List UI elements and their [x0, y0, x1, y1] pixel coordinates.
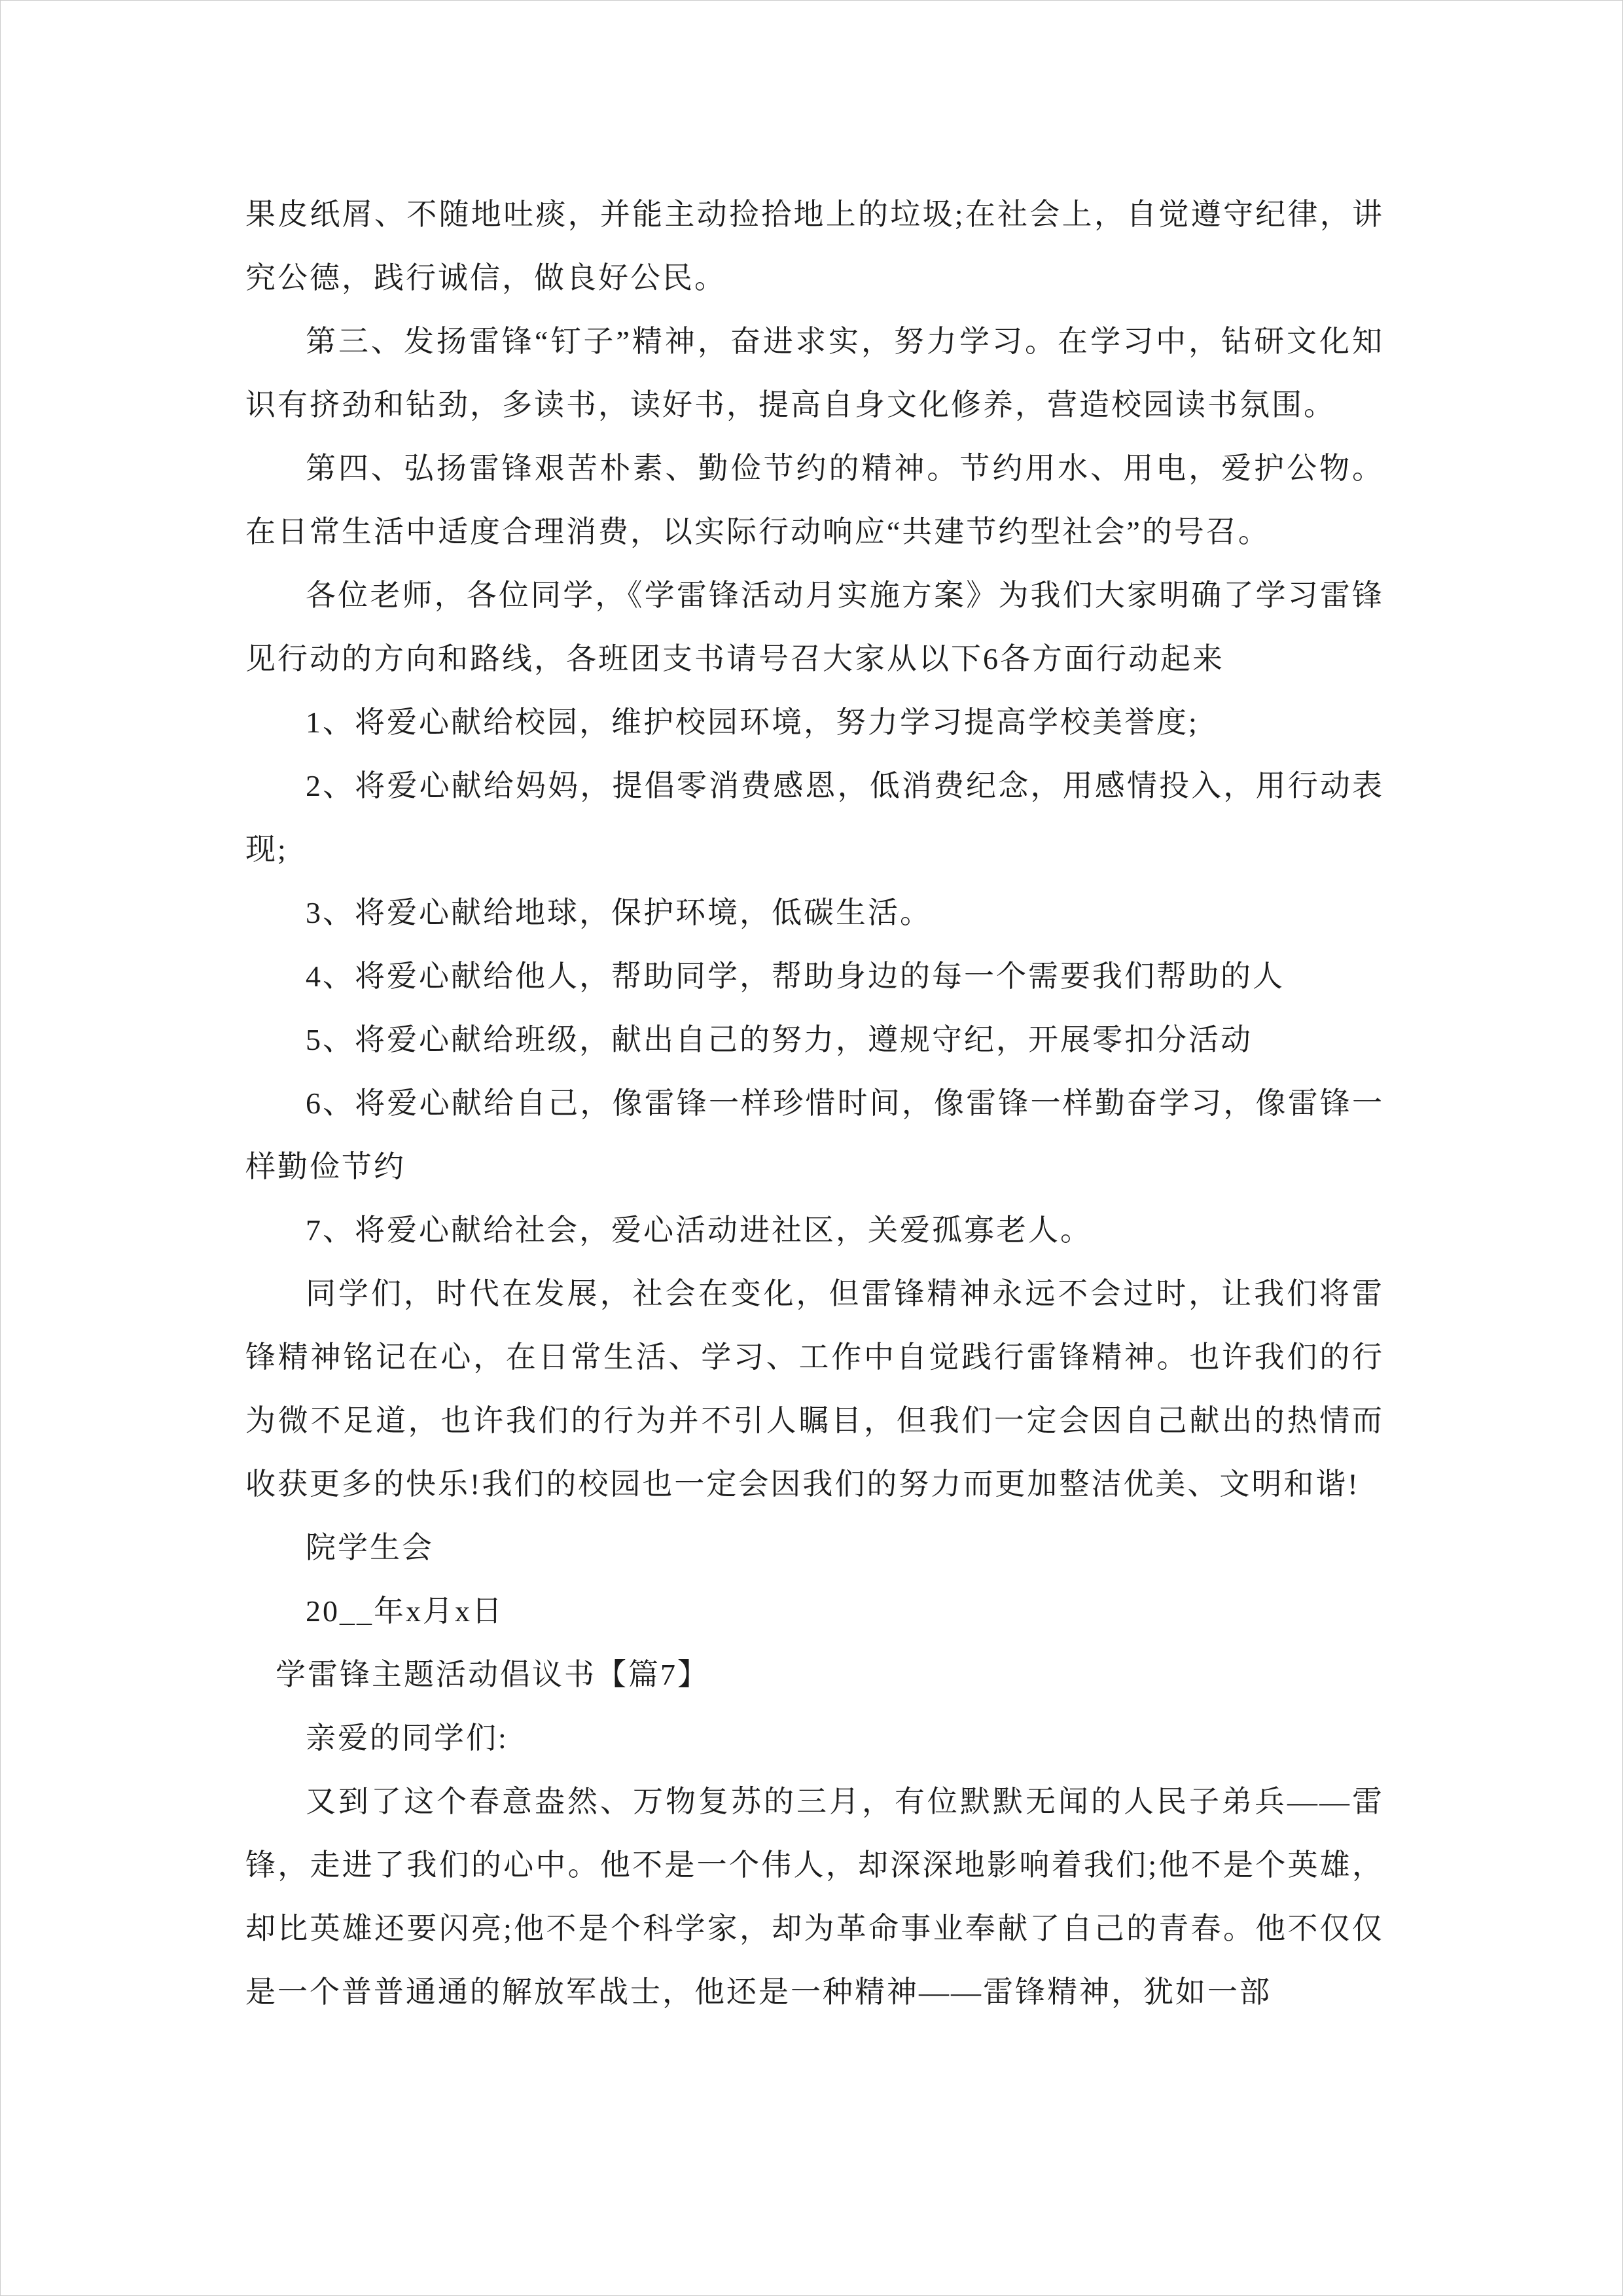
document-body: [245, 183, 1384, 2024]
paragraph: 5、将爱心献给班级，献出自己的努力，遵规守纪，开展零扣分活动: [306, 1023, 1253, 1056]
paragraph: 4、将爱心献给他人，帮助同学，帮助身边的每一个需要我们帮助的人: [306, 960, 1285, 993]
paragraph: 同学们，时代在发展，社会在变化，但雷锋精神永远不会过时，让我们将雷锋精神铭记在心，在日常生活、学习、工作中自觉践行雷锋精神。也许我们的行为微不足道，也许我们的行为并不引人瞩目，但我们一定会因自己献出的热情而收获更多的快乐!我们的校园也一定会因我们的努力而更加整洁优美、文明和谐!: [245, 1277, 1384, 1501]
paragraph: 1、将爱心献给校园，维护校园环境，努力学习提高学校美誉度;: [306, 706, 1199, 739]
paragraph: 7、将爱心献给社会，爱心活动进社区，关爱孤寡老人。: [306, 1213, 1092, 1247]
paragraph: 各位老师，各位同学，《学雷锋活动月实施方案》为我们大家明确了学习雷锋见行动的方向和路线，各班团支书请号召大家从以下6各方面行动起来: [245, 579, 1384, 675]
paragraph: 6、将爱心献给自己，像雷锋一样珍惜时间，像雷锋一样勤奋学习，像雷锋一样勤俭节约: [245, 1086, 1384, 1183]
paragraph: 学雷锋主题活动倡议书【篇7】: [276, 1658, 709, 1691]
paragraph: 果皮纸屑、不随地吐痰，并能主动捡拾地上的垃圾;在社会上，自觉遵守纪律，讲究公德，践行诚信，做良好公民。: [245, 198, 1384, 295]
paragraph: 第四、弘扬雷锋艰苦朴素、勤俭节约的精神。节约用水、用电，爱护公物。在日常生活中适度合理消费，以实际行动响应“共建节约型社会”的号召。: [245, 452, 1384, 548]
paragraph: 2、将爱心献给妈妈，提倡零消费感恩，低消费纪念，用感情投入，用行动表现;: [245, 769, 1384, 866]
paragraph: 院学生会: [306, 1531, 434, 1564]
paragraph: 又到了这个春意盎然、万物复苏的三月，有位默默无闻的人民子弟兵——雷锋，走进了我们的心中。他不是一个伟人，却深深地影响着我们;他不是个英雄，却比英雄还要闪亮;他不是个科学家，却为革命事业奉献了自己的青春。他不仅仅是一个普普通通的解放军战士，他还是一种精神——雷锋精神，犹如一部: [245, 1785, 1384, 2009]
paragraph: 第三、发扬雷锋“钉子”精神，奋进求实，努力学习。在学习中，钻研文化知识有挤劲和钻劲，多读书，读好书，提高自身文化修养，营造校园读书氛围。: [245, 325, 1384, 422]
paragraph: 20__年x月x日: [306, 1594, 504, 1628]
paragraph: 亲爱的同学们:: [306, 1721, 508, 1755]
paragraph: 3、将爱心献给地球，保护环境，低碳生活。: [306, 896, 932, 929]
